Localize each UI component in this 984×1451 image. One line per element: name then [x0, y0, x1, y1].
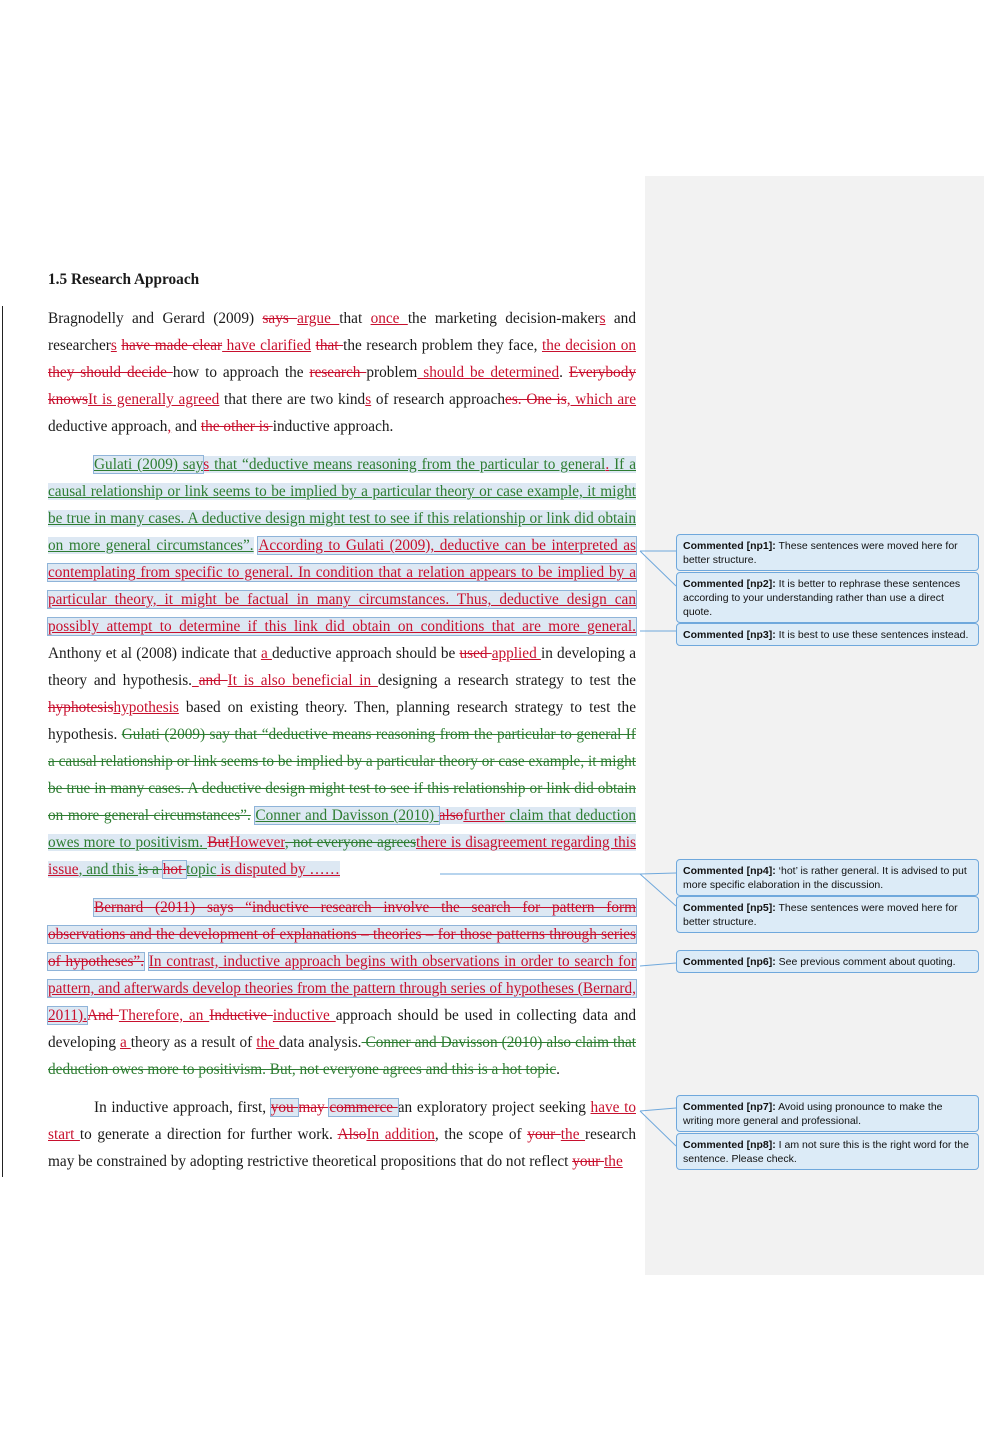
paragraph-4[interactable]	[48, 1094, 636, 1175]
comment-np5[interactable]: Commented [np5]: These sentences were moved here for better structure.	[676, 896, 979, 933]
comment-np3[interactable]: Commented [np3]: It is best to use these sentences instead.	[676, 623, 979, 646]
p2-deletion-run: hot	[162, 861, 187, 878]
p2-insertion-run: , and this	[78, 861, 139, 878]
p2-insertion-run: s	[203, 456, 210, 473]
p3-insertion-run: a	[119, 1034, 131, 1051]
p3-text-run: data analysis.	[278, 1034, 362, 1051]
p1-insertion-run: argue	[297, 310, 340, 327]
p2-text-run: Anthony et al (2008) indicate that	[48, 645, 261, 662]
p1-text-run: how to approach the	[172, 364, 310, 381]
p1-text-run: problem	[366, 364, 418, 381]
section-heading: 1.5 Research Approach	[48, 271, 200, 288]
p1-deletion-run: research	[309, 364, 367, 381]
p1-text-run: .	[559, 364, 569, 381]
comment-np6[interactable]: Commented [np6]: See previous comment about quoting.	[676, 950, 979, 973]
document-body[interactable]	[48, 266, 636, 1175]
p3-insertion-run: In contrast, inductive approach begins with observations in order to search for pattern, and afterwards develop theories from the pattern through series of hypotheses (Bernard, 2011).	[48, 953, 636, 1024]
p2-insertion-run: is disputed by ……	[216, 861, 340, 878]
p4-deletion-run: Also	[337, 1126, 367, 1143]
p4-insertion-run: the	[604, 1153, 623, 1170]
paragraph-1[interactable]	[48, 305, 636, 440]
p1-deletion-run: Everybody knows	[48, 364, 636, 408]
p1-insertion-run: once	[370, 310, 408, 327]
p2-text-run: in developing a theory and hypothesis.	[48, 645, 637, 689]
p4-deletion-run: you	[270, 1099, 299, 1116]
p1-insertion-run: s	[599, 310, 606, 327]
p2-text-run: designing a research strategy to test the	[377, 672, 637, 689]
p4-deletion-run: your	[572, 1153, 605, 1170]
p1-deletion-run: the other is	[200, 418, 273, 435]
p2-insertion-run: Gulati (2009) say	[94, 456, 204, 473]
p1-insertion-run: s	[110, 337, 117, 354]
p2-deletion-run: hyphotesis	[48, 699, 114, 716]
p2-insertion-run: If a causal relationship or link seems to be implied by a particular theory or case example, it might be true in many cases. A deductive design might test to see if this relationship or link did obtain on more general circumstances”.	[48, 456, 636, 554]
p1-text-run: and	[171, 418, 201, 435]
p1-insertion-run: have clarified	[222, 337, 312, 354]
p3-text-run: theory as a result of	[130, 1034, 257, 1051]
p2-deletion-run: used	[459, 645, 492, 662]
p2-deletion-run: is a	[138, 861, 163, 878]
p2-insertion-run: applied	[491, 645, 541, 662]
comment-np1[interactable]: Commented [np1]: These sentences were moved here for better structure.	[676, 534, 979, 571]
p2-deletion-run: , not everyone agrees	[284, 834, 417, 851]
p1-deletion-run: have made clear	[121, 337, 223, 354]
p1-insertion-run: It is generally agreed	[87, 391, 220, 408]
p3-deletion-run: And	[86, 1007, 119, 1024]
p2-text-run: based on existing theory. Then, planning research strategy to test the hypothesis.	[48, 699, 636, 743]
p4-text-run: In inductive approach, first,	[94, 1099, 271, 1116]
p2-insertion-run: Conner and Davisson (2010)	[255, 807, 439, 824]
p3-insertion-run: Therefore, an	[118, 1007, 210, 1024]
p1-text-run: that there are two kind	[219, 391, 366, 408]
p4-deletion-run: your	[527, 1126, 561, 1143]
p3-text-run: approach should be used in collecting data and developing	[48, 1007, 636, 1051]
p4-insertion-run: the	[560, 1126, 586, 1143]
paragraph-3[interactable]	[48, 894, 636, 1083]
p4-text-run: research may be constrained by adopting restrictive theoretical propositions that do not reflect	[48, 1126, 636, 1170]
p1-deletion-run: they should decide	[48, 364, 173, 381]
p1-text-run: of research approach	[371, 391, 506, 408]
p3-insertion-run: inductive	[272, 1007, 336, 1024]
p2-insertion-run: It is also beneficial in	[227, 672, 378, 689]
p1-deletion-run: that	[315, 337, 344, 354]
p4-deletion-run: commerce	[329, 1099, 398, 1116]
p2-insertion-run	[192, 672, 199, 689]
p1-insertion-run: , which are	[566, 391, 637, 408]
p1-insertion-run: s	[365, 391, 372, 408]
p2-insertion-run: there is disagreement regarding this issue	[48, 834, 636, 878]
p4-text-run: , the scope of	[434, 1126, 528, 1143]
p3-deletion-run: Conner and Davisson (2010) also claim that deduction owes more to positivism. But, not everyone agrees and this is a hot topic	[48, 1034, 636, 1078]
p4-insertion-run: In addition	[366, 1126, 435, 1143]
p1-deletion-run: says	[262, 310, 298, 327]
comment-np2[interactable]: Commented [np2]: It is better to rephrase these sentences according to your understanding rather than use a direct quote.	[676, 572, 979, 623]
p2-insertion-run: that “deductive means reasoning from the particular to general	[209, 456, 606, 473]
p1-text-run: inductive approach.	[272, 418, 394, 435]
p1-insertion-run: should be determined	[417, 364, 560, 381]
p3-deletion-run: Bernard (2011) says “inductive research involve the search for pattern form observations and the development of explanations – theories – for those patterns through series of hypotheses”.	[48, 899, 636, 970]
p2-insertion-run: a	[260, 645, 272, 662]
p1-text-run: deductive approach	[48, 418, 168, 435]
p3-insertion-run: the	[256, 1034, 279, 1051]
p1-text-run: Bragnodelly and Gerard (2009)	[48, 310, 263, 327]
p2-deletion-run: and	[198, 672, 228, 689]
comment-np4[interactable]: Commented [np4]: ‘hot’ is rather general. It is advised to put more specific elaboration in the discussion.	[676, 859, 979, 896]
p1-text-run: and researcher	[48, 310, 636, 354]
change-bar	[2, 306, 3, 1177]
p4-insertion-run: have to start	[48, 1099, 636, 1143]
p2-insertion-run: hypothesis	[113, 699, 179, 716]
p2-deletion-run: Gulati (2009) say that “deductive means reasoning from the particular to general If a causal relationship or link seems to be implied by a particular theory or case example, it might be true in many cases. A deductive design might test to see if this relationship or link did obtain on more general circumstances”.	[48, 726, 636, 824]
p2-insertion-run: According to Gulati (2009), deductive can be interpreted as contemplating from specific to general. In condition that a relation appears to be implied by a particular theory, it might be factual in many circumstances. Thus, deductive design can possibly attempt to determine if this link did obtain on conditions that are more general.	[48, 537, 637, 635]
p2-insertion-run: .	[605, 456, 610, 473]
p1-deletion-run: es. One is	[505, 391, 567, 408]
p4-text-run: an exploratory project seeking	[397, 1099, 591, 1116]
p1-text-run: that	[339, 310, 371, 327]
p2-insertion-run: further	[463, 807, 505, 824]
p2-insertion-run: However	[229, 834, 285, 851]
p3-text-run: .	[556, 1061, 560, 1078]
p2-deletion-run: But	[207, 834, 230, 851]
comment-np8[interactable]: Commented [np8]: I am not sure this is the right word for the sentence. Please check.	[676, 1133, 979, 1170]
p2-deletion-run: also	[438, 807, 464, 824]
comment-np7[interactable]: Commented [np7]: Avoid using pronounce to make the writing more general and professional.	[676, 1095, 979, 1132]
p2-insertion-run: claim that deduction owes more to positivism.	[48, 807, 636, 851]
p4-text-run: to generate a direction for further work.	[79, 1126, 338, 1143]
p2-insertion-run: topic	[186, 861, 217, 878]
p4-deletion-run: may	[298, 1099, 330, 1116]
p1-insertion-run: the decision on	[541, 337, 637, 354]
p1-text-run: the marketing decision-maker	[407, 310, 600, 327]
p3-deletion-run: Inductive	[209, 1007, 273, 1024]
p1-text-run: the research problem they face,	[343, 337, 542, 354]
p1-insertion-run: ,	[167, 418, 172, 435]
p2-text-run: deductive approach should be	[271, 645, 460, 662]
paragraph-2[interactable]	[48, 451, 636, 883]
